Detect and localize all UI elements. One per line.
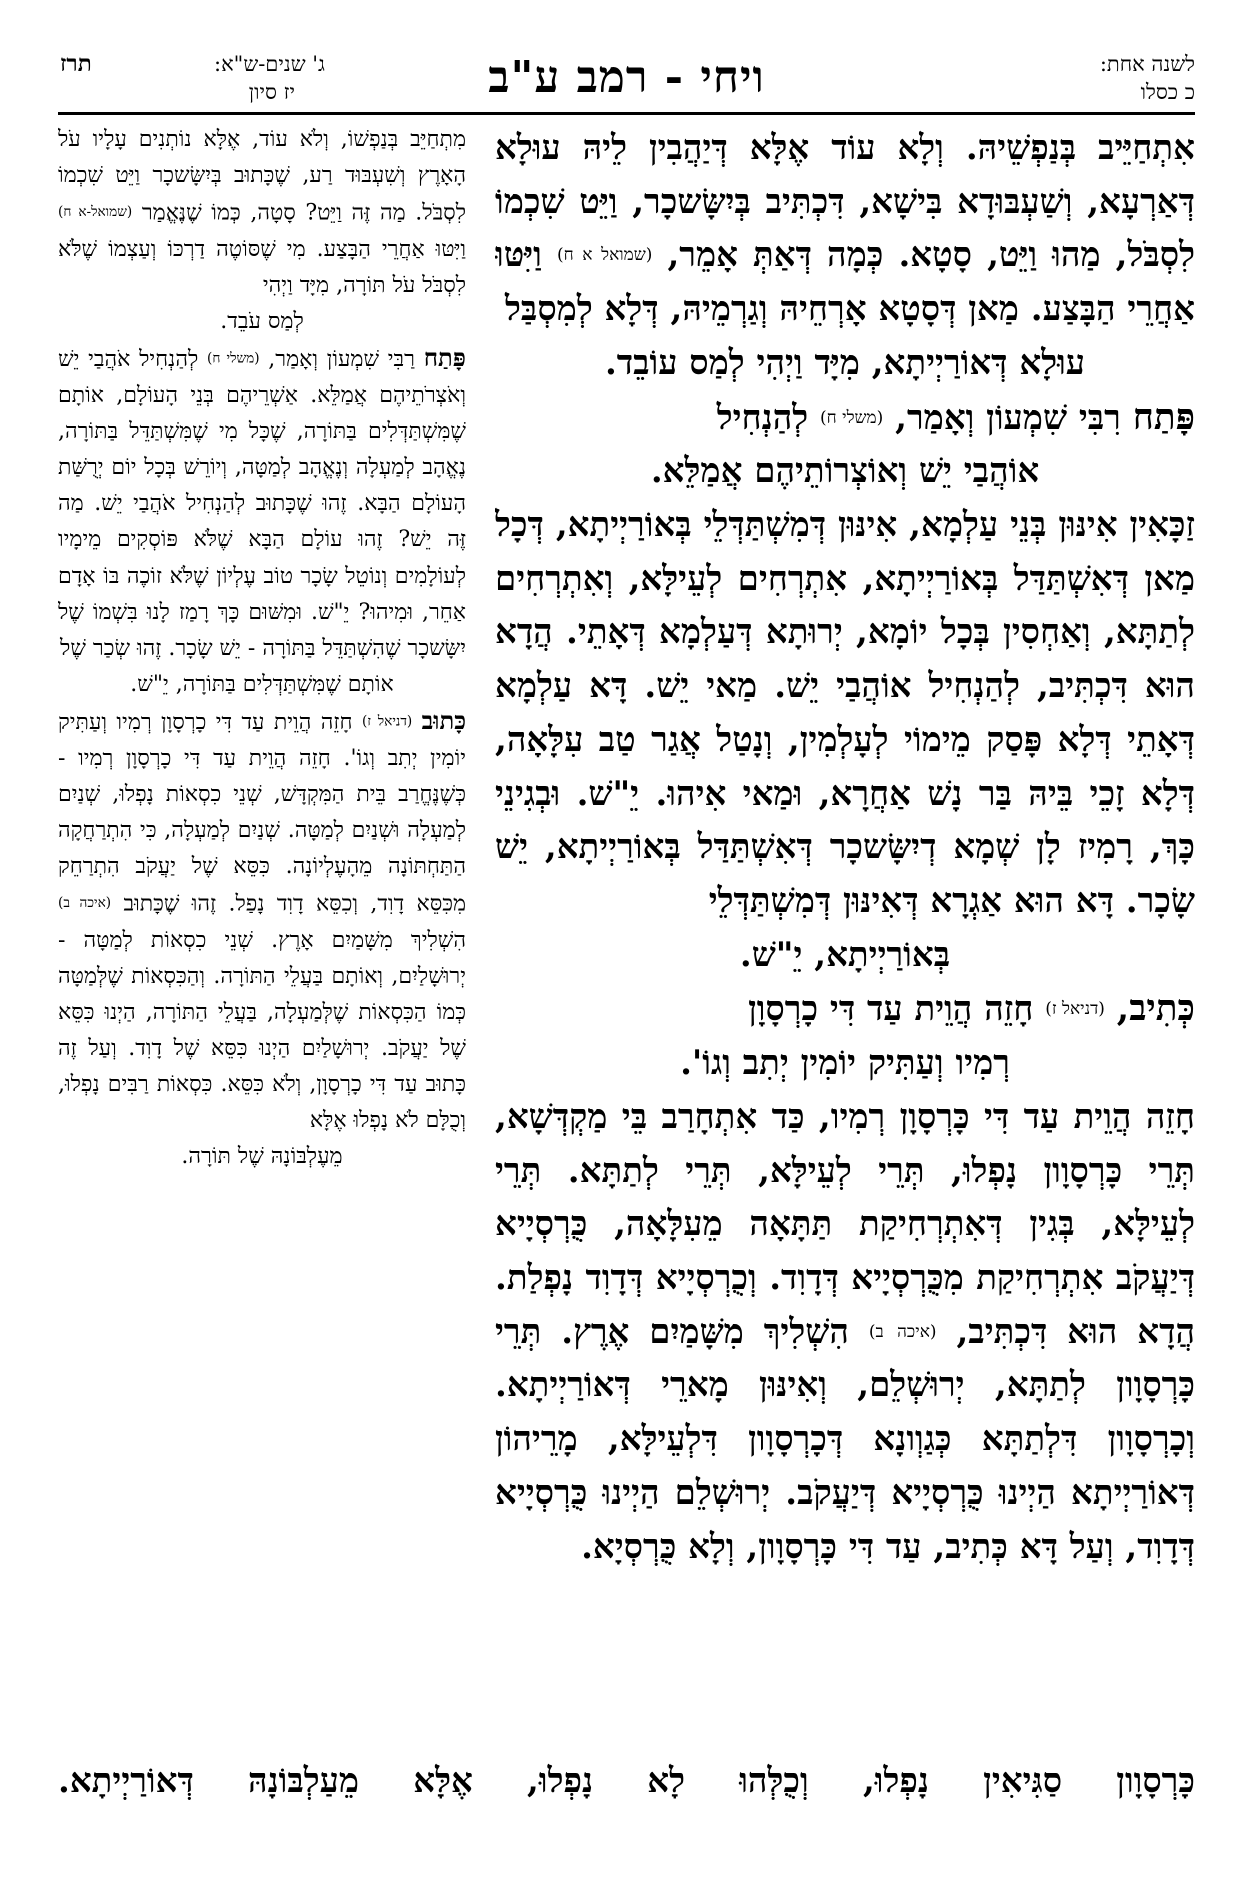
main-paragraph-1 [495,122,1195,337]
side-p2a-text: רַבִּי שִׁמְעוֹן וְאָמַר, [268,346,415,372]
side-paragraph-1-end: לְמַס עֹבֵד. [220,308,304,334]
side-p3-reference-2: (איכה ב) [58,895,112,912]
side-p1-reference: (שמואל-א ח) [58,204,133,221]
main-p3a-text: חָזֵה הֲוֵית עַד דִּי כָרְסָוָן [748,989,1034,1030]
header-right-line2: כ כסלו [1140,80,1195,104]
main-p1b-text: וַיִּטּוּ אַחֲרֵי הַבָּצַע. מַאן דְּסָטָא אָרְחֵיהּ וְגַרְמֵיהּ, דְּלָא לְמִסְבַּל [495,235,1195,330]
header-right-line1: לשנה אחת: [1099,52,1195,76]
side-paragraph-1 [58,122,466,304]
side-p1b-text: וַיִּטּוּ אַחֲרֵי הַבָּצַע. מִי שֶׁסּוֹטֶה דַרְכּוֹ וְעַצְמוֹ שֶׁלֹּא לִסְבֹּל עֹל תּוֹרָה, מִיָּד וַיְהִי [58,236,466,298]
main-p1-reference: (שמואל א ח) [556,245,653,266]
main-paragraph-2-end: בְּאוֹרַיְיתָא, יֵ"שׁ. [739,934,951,975]
main-p2-reference: (משלי ח) [820,407,884,428]
header-right-dates [935,50,1195,106]
page-number-text: תרז [60,50,92,77]
side-p3-reference: (דניאל ז) [361,713,413,730]
main-paragraph-2-verse: אוֹהֲבַי יֵשׁ וְאוֹצְרוֹתֵיהֶם אֲמַלֵּא. [650,451,1040,492]
side-p1a-text: מִתְחַיֵּב בְּנַפְשׁוֹ, וְלֹא עוֹד, אֶלָּא נוֹתְנִים עָלָיו עֹל הָאָרֶץ וְשִׁעְבּוּד רַע, שֶׁכָּתוּב בְּיִשָּׂשכָר וַיֵּט שִׁכְמוֹ לִסְבֹּל. מַה זֶּה וַיֵּט? סָטָה, כְּמוֹ שֶׁנֶּאֱמַר [58,127,466,226]
main-paragraph-3 [495,982,1195,1037]
main-paragraph-3-verse: רְמִיו וְעַתִּיק יוֹמִין יְתִב וְגוֹ'. [680,1043,1010,1084]
main-p3c-text: הִשְׁלִיךְ מִשָּׁמַיִם אֶרֶץ. תְּרֵי כָּרְסָוָון לְתַתָּא, יְרוּשְׁלֵם, וְאִינּוּן מָארֵי דְּאוֹרַיְיתָא. וְכָרְסָוָון דִּלְתַתָּא כְּגַוְונָא דְּכָרְסָוָון דִּלְעֵילָּא, מָרֵיהוֹן דְּאוֹרַיְיתָא הַיְינוּ כֻּרְסְיָיא דְּיַעֲקֹב. יְרוּשְׁלֵם הַיְינוּ כֻּרְסְיָיא דְּדָוִד, וְעַל דָּא כְּתִיב, עַד דִּי כָּרְסָוָון, וְלָא כֻּרְסְיָא. [495,1311,1195,1567]
main-p2b-text: לְהַנְחִיל [716,397,809,438]
page-title-text: ויחי - רמב ע"ב [488,52,765,103]
main-column [495,122,1195,1737]
main-paragraph-2-body: זַכָּאִין אִינּוּן בְּנֵי עַלְמָא, אִינּוּן דְּמִשְׁתַּדְּלֵי בְּאוֹרַיְיתָא, דְּכָל מַאן דְּאִשְׁתַּדַּל בְּאוֹרַיְיתָא, אִתְרְחִים לְעֵילָּא, וְאִתְרְחִים לְתַתָּא, וְאַחְסִין בְּכָל יוֹמָא, יְרוּתָא דְּעַלְמָא דְּאָתֵי. הֲדָא הוּא דִּכְתִּיב, לְהַנְחִיל אוֹהֲבַי יֵשׁ. מַאי יֵשׁ. דָּא עַלְמָא דְּאָתֵי דְּלָא פָּסַק מֵימוֹי לְעָלְמִין, וְנָטַל אֲגַר טַב עִלָּאָה, דְּלָא זָכֵי בֵּיהּ בַּר נָשׁ אַחֲרָא, וּמַאי אִיהוּ. יֵ"שׁ. וּבְגִינֵי כָּךְ, רָמִיז לָן שְׁמָא דְיִשָּׂשכָר דְּאִשְׁתַּדַּל בְּאוֹרַיְיתָא, יֵשׁ שָׂכָר. דָּא הוּא אַגְרָא דְּאִינּוּן דְּמִשְׁתַּדְּלֵי [495,505,1195,921]
main-paragraph-2 [495,391,1195,446]
side-p2-reference: (משלי ח) [207,350,260,367]
side-p2-lead-word: פָּתַח [423,342,466,372]
header-left-line1: ג' שנים-ש"א: [214,52,325,76]
side-paragraph-2 [58,340,466,667]
side-p2b-text: לְהַנְחִיל אֹהֲבַי יֵשׁ וְאֹצְרֹתֵיהֶם אֲמַלֵּא. אַשְׁרֵיהֶם בְּנֵי הָעוֹלָם, אוֹתָם שֶׁמִּשְׁתַּדְּלִים בַּתּוֹרָה, שֶׁכָּל מִי שֶׁמִּשְׁתַּדֵּל בַּתּוֹרָה, נֶאֱהָב לְמַעְלָה וְנֶאֱהָב לְמַטָּה, וְיוֹרֵשׁ בְּכָל יוֹם יְרֻשַּׁת הָעוֹלָם הַבָּא. זֶהוּ שֶׁכָּתוּב לְהַנְחִיל אֹהֲבַי יֵשׁ. מַה זֶּה יֵשׁ? זֶהוּ עוֹלָם הַבָּא שֶׁלֹּא פּוֹסְקִים מֵימָיו לְעוֹלָמִים וְנוֹטֵל שָׂכָר טוֹב עֶלְיוֹן שֶׁלֹּא זוֹכֶה בּוֹ אָדָם אַחֵר, וּמִיהוּ? יֵ"שׁ. וּמִשּׁוּם כָּךְ רָמַז לָנוּ בִּשְׁמוֹ שֶׁל יִשָּׂשכָר שֶׁהִשְׁתַּדֵּל בַּתּוֹרָה - יֵשׁ שָׂכָר. זֶהוּ שְׂכַר שֶׁל [58,346,466,661]
header-rule [58,112,1195,115]
bottom-line: כָּרְסָוָון סַגִּיאִין נָפְלוּ, וְכֻלְּהוּ לָא נָפְלוּ, אֶלָּא מֵעַלְבּוֹנָהּ דְּאוֹרַיְיתָא. [58,1761,1195,1801]
main-p3-reference: (דניאל ז) [1045,999,1105,1020]
main-p2-lead-word: פָּתַח [1132,395,1195,438]
main-p3-reference-2: (איכה ב) [868,1321,937,1342]
side-p3b-text: הִשְׁלִיךְ מִשָּׁמַיִם אָרֶץ. שְׁנֵי כִסְאוֹת לְמַטָּה - יְרוּשָׁלַיִם, וְאוֹתָם בַּעֲלֵי הַתּוֹרָה. וְהַכִּסְאוֹת שֶׁלְּמַטָּה כְּמוֹ הַכִּסְאוֹת שֶׁלְּמַעְלָה, בַּעֲלֵי הַתּוֹרָה, הַיְנוּ כִּסֵּא שֶׁל יַעֲקֹב. יְרוּשָׁלַיִם הַיְנוּ כִּסֵּא שֶׁל דָוִד. וְעַל זֶה כָּתוּב עַד דִּי כָרְסָוָן, וְלֹא כִּסֵּא. כִּסְאוֹת רַבִּים נָפְלוּ, וְכֻלָּם לֹא נָפְלוּ אֶלָּא [58,927,466,1134]
main-p2a-text: רִבִּי שִׁמְעוֹן וְאָמַר, [895,397,1121,438]
main-paragraph-3-body [495,1091,1195,1574]
side-p3a-text: חָזֵה הֲוֵית עַד דִּי כָרְסָוָן רְמִיו וְעַתִּיק יוֹמִין יְתִב וְגוֹ'. חָזֵה הֲוֵית עַד דִּי כָרְסָוָן רְמִיו - כְּשֶׁנֶּחֱרַב בֵּית הַמִּקְדָּשׁ, שְׁנֵי כִסְאוֹת נָפְלוּ, שְׁנַיִם לְמַעְלָה וּשְׁנַיִם לְמַטָּה. שְׁנַיִם לְמַעְלָה, כִּי הִתְרַחֲקָה הַתַּחְתּוֹנָה מֵהָעֶלְיוֹנָה. כִּסֵּא שֶׁל יַעֲקֹב הִתְרַחֵק מִכִּסֵּא דָוִד, וְכִסֵּא דָוִד נָפַל. זֶהוּ שֶׁכָּתוּב [58,709,466,917]
side-p3-lead-word: כָּתוּב [421,705,466,735]
side-paragraph-3-end: מֵעֶלְבּוֹנָהּ שֶׁל תּוֹרָה. [181,1144,343,1170]
main-paragraph-1-last: עוּלָא דְּאוֹרַיְיתָא, מִיָּד וַיְהִי לְמַס עוֹבֵד. [604,342,1086,383]
main-p3b-text: חָזֵה הֲוֵית עַד דִּי כָּרְסָוָן רְמִיו, כַּד אִתְחָרַב בֵּי מַקְדְּשָׁא, תְּרֵי כָּרְסָוָון נָפְלוּ, תְּרֵי לְעֵילָּא, תְּרֵי לְתַתָּא. תְּרֵי לְעֵילָּא, בְּגִין דְּאִתְרְחִיקַת תַּתָּאָה מֵעִלָּאָה, כֻּרְסְיָיא דְּיַעֲקֹב אִתְרְחִיקַת מִכֻּרְסְיָיא דְּדָוִד. וְכֻרְסְיָיא דְּדָוִד נָפְלַת. הֲדָא הוּא דִּכְתִּיב, [495,1096,1195,1352]
side-paragraph-2-end: אוֹתָם שֶׁמִּשְׁתַּדְּלִים בַּתּוֹרָה, יֵ"שׁ. [130,671,394,697]
side-column [58,122,466,1737]
header-left-line2: יז סיון [248,80,295,104]
side-paragraph-3 [58,703,466,1140]
main-p3-lead-word: כְּתִיב, [1116,987,1195,1030]
column-divider [479,122,480,1722]
main-p1-text: אִתְחַיֵּיב בְּנַפְשֵׁיהּ. וְלָא עוֹד אֶלָּא דְּיַהֲבִין לֵיהּ עוּלָא דְּאַרְעָא, וְשַׁעְבּוּדָא בִּישָׁא, דִּכְתִּיב בְּיִשָּׂשכָר, וַיֵּט שִׁכְמוֹ לִסְבֹּל, מַהוּ וַיֵּט, סָטָא. כְּמָה דְּאַתְּ אָמֵר, [495,128,1195,276]
